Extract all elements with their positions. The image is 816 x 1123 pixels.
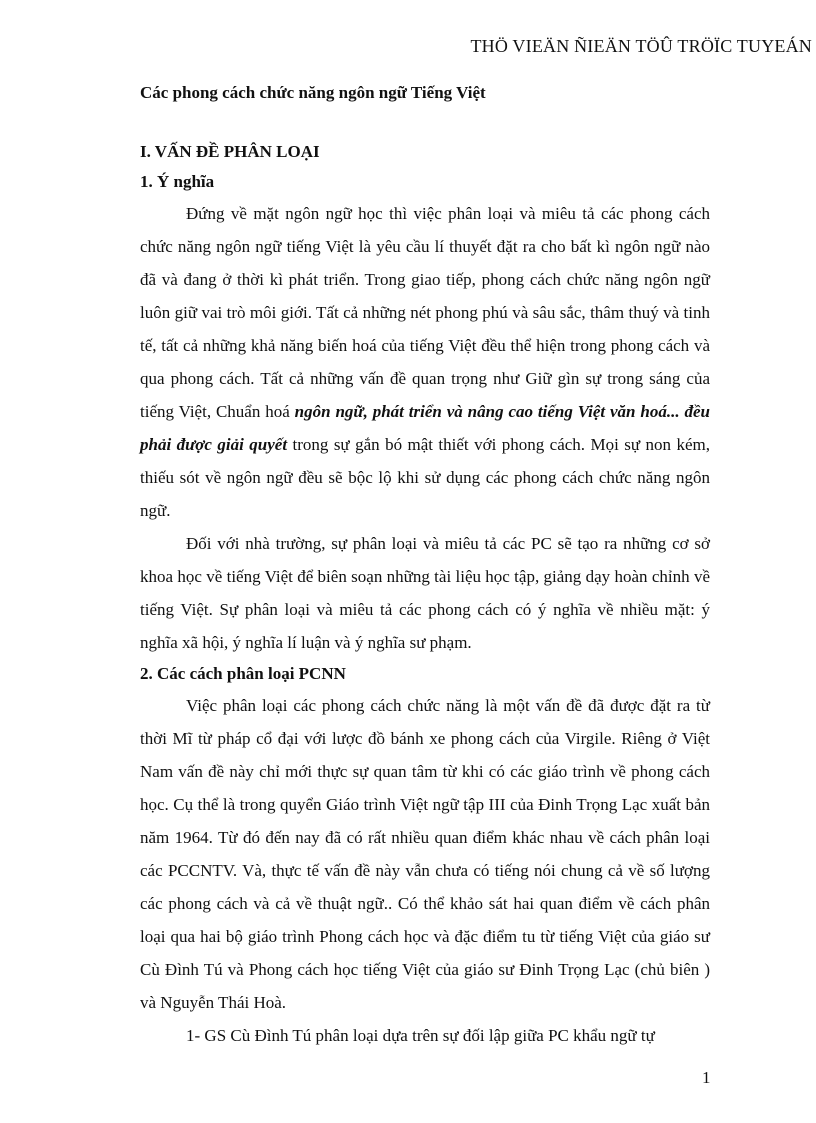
section-heading: I. VẤN ĐỀ PHÂN LOẠI [140, 142, 320, 161]
paragraph-1-text-b: trong sự gắn bó mật thiết với phong cách. Mọi sự non kém, thiếu sót về ngôn ngữ đều sẽ bộc lộ khi sử dụng các phong cách chức năng ngôn ngữ. [140, 435, 710, 520]
paragraph-4: 1- GS Cù Đình Tú phân loại dựa trên sự đối lập giữa PC khẩu ngữ tự [186, 1026, 655, 1045]
paragraph-1 [140, 197, 710, 527]
subsection-heading-meaning: 1. Ý nghĩa [140, 172, 215, 191]
paragraph-1-emphasis: ngôn ngữ, phát triển và nâng cao tiếng Việt văn hoá... đều phải được giải quyết [140, 402, 710, 454]
paragraph-3: Việc phân loại các phong cách chức năng là một vấn đề đã được đặt ra từ thời Mĩ từ pháp cổ đại với lược đồ bánh xe phong cách của Virgile. Riêng ở Việt Nam vấn đề này chỉ mới thực sự quan tâm từ khi có các giáo trình về phong cách học. Cụ thể là trong quyển Giáo trình Việt ngữ tập III của Đinh Trọng Lạc xuất bản năm 1964. Từ đó đến nay đã có rất nhiều quan điểm khác nhau về cách phân loại các PCCNTV. Và, thực tế vấn đề này vẫn chưa có tiếng nói chung cả về số lượng các phong cách và cả về thuật ngữ.. Có thể khảo sát hai quan điểm về cách phân loại qua hai bộ giáo trình Phong cách học và đặc điểm tu từ tiếng Việt của giáo sư Cù Đình Tú và Phong cách học tiếng Việt của giáo sư Đinh Trọng Lạc (chủ biên ) và Nguyễn Thái Hoà. [140, 696, 710, 1012]
paragraph-2: Đối với nhà trường, sự phân loại và miêu tả các PC sẽ tạo ra những cơ sở khoa học về tiếng Việt để biên soạn những tài liệu học tập, giảng dạy hoàn chỉnh về tiếng Việt. Sự phân loại và miêu tả các phong cách có ý nghĩa về nhiều mặt: ý nghĩa xã hội, ý nghĩa lí luận và ý nghĩa sư phạm. [140, 534, 710, 652]
paragraph-1-text-a: Đứng về mặt ngôn ngữ học thì việc phân loại và miêu tả các phong cách chức năng ngôn ngữ tiếng Việt là yêu cầu lí thuyết đặt ra cho bất kì ngôn ngữ nào đã và đang ở thời kì phát triển. Trong giao tiếp, phong cách chức năng ngôn ngữ luôn giữ vai trò môi giới. Tất cả những nét phong phú và sâu sắc, thâm thuý và tinh tế, tất cả những khả năng biến hoá của tiếng Việt đều thể hiện trong phong cách và qua phong cách. Tất cả những vấn đề quan trọng như Giữ gìn sự trong sáng của tiếng Việt, Chuẩn hoá [140, 204, 710, 421]
document-body [140, 76, 710, 1052]
running-header: THÖ VIEÄN ÑIEÄN TÖÛ TRÖÏC TUYEÁN [470, 36, 812, 56]
subsection-heading-classification: 2. Các cách phân loại PCNN [140, 664, 346, 683]
document-title: Các phong cách chức năng ngôn ngữ Tiếng Việt [140, 83, 486, 102]
page-number: 1 [702, 1068, 711, 1087]
